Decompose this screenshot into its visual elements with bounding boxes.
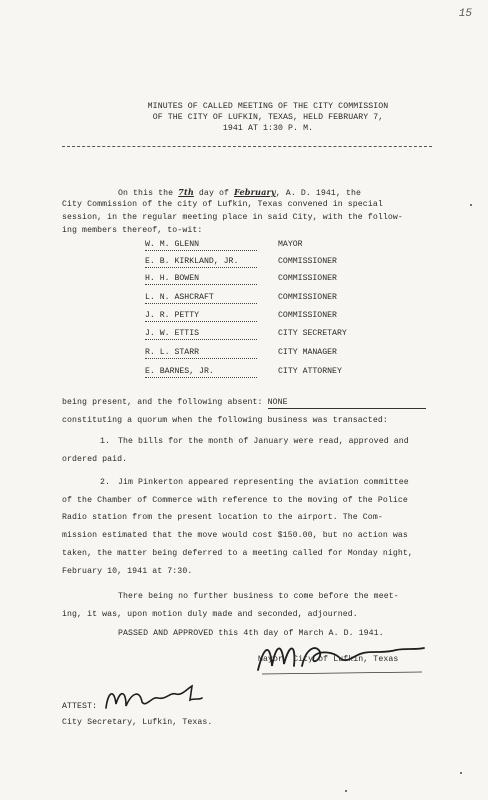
secretary-signature (96, 682, 206, 714)
header-line-3: 1941 AT 1:30 P. M. (222, 124, 314, 133)
opening-line-3: session, in the regular meeting place in said City, with the follow- (62, 213, 403, 222)
opening-line-1 (118, 187, 361, 199)
attendance-line-2: constituting a quorum when the following business was transacted: (62, 416, 388, 425)
attest-label: ATTEST: (62, 702, 98, 711)
absent-value: NONE (267, 398, 288, 407)
member-title: CITY SECRETARY (278, 329, 347, 338)
attendance-line-1 (62, 398, 426, 409)
opening-text-c: , A. D. 1941, the (275, 189, 362, 198)
scan-speck (470, 204, 472, 206)
closing-line-3: PASSED AND APPROVED this 4th day of March A. D. 1941. (118, 629, 384, 638)
member-title: COMMISSIONER (278, 274, 337, 283)
scan-speck (460, 772, 462, 774)
member-name: E. BARNES, JR. (145, 367, 257, 378)
secretary-caption: City Secretary, Lufkin, Texas. (62, 718, 213, 727)
member-title: CITY ATTORNEY (278, 367, 342, 376)
opening-line-4: ing members thereof, to-wit: (62, 226, 203, 235)
member-title: CITY MANAGER (278, 348, 337, 357)
closing-line-1: There being no further business to come before the meet- (118, 592, 399, 601)
member-title: COMMISSIONER (278, 293, 337, 302)
header-line-1: MINUTES OF CALLED MEETING OF THE CITY COMMISSION (147, 102, 389, 111)
opening-line-2: City Commission of the city of Lufkin, Texas convened in special (62, 200, 383, 209)
item-2-line-2: of the Chamber of Commerce with reference to the moving of the Police (62, 496, 408, 505)
mayor-caption: Mayor, City of Lufkin, Texas (258, 655, 399, 664)
item-2-line-4: mission estimated that the move would cost $150.00, but no action was (62, 531, 408, 540)
page-number: 15 (458, 8, 472, 20)
header-divider (62, 146, 432, 147)
attendance-text: being present, and the following absent: (62, 398, 263, 407)
item-2-line-6: February 10, 1941 at 7:30. (62, 567, 193, 576)
member-name: H. H. BOWEN (145, 274, 257, 285)
absent-field (268, 398, 426, 409)
meeting-month: February (234, 187, 276, 197)
member-name: E. B. KIRKLAND, JR. (145, 257, 257, 268)
member-title: COMMISSIONER (278, 257, 337, 266)
member-name: L. N. ASHCRAFT (145, 293, 257, 304)
closing-line-2: ing, it was, upon motion duly made and seconded, adjourned. (62, 610, 358, 619)
item-2-number: 2. (100, 478, 111, 487)
member-title: MAYOR (278, 240, 303, 249)
member-title: COMMISSIONER (278, 311, 337, 320)
member-name: J. R. PETTY (145, 311, 257, 322)
meeting-day: 7th (178, 187, 194, 197)
opening-text-a: On this the (118, 189, 174, 198)
scan-speck (345, 790, 347, 792)
item-2-line-5: taken, the matter being deferred to a meeting called for Monday night, (62, 549, 413, 558)
header-line-2: OF THE CITY OF LUFKIN, TEXAS, HELD FEBRUARY 7, (152, 113, 384, 122)
item-1-line-2: ordered paid. (62, 455, 128, 464)
opening-text-b: day of (198, 189, 230, 198)
item-2-line-3: Radio station from the present location to the airport. The Com- (62, 513, 383, 522)
item-1-line-1: The bills for the month of January were read, approved and (118, 437, 409, 446)
item-2-line-1: Jim Pinkerton appeared representing the aviation committee (118, 478, 409, 487)
member-name: W. M. GLENN (145, 240, 257, 251)
member-name: R. L. STARR (145, 348, 257, 359)
member-name: J. W. ETTIS (145, 329, 257, 340)
item-1-number: 1. (100, 437, 111, 446)
